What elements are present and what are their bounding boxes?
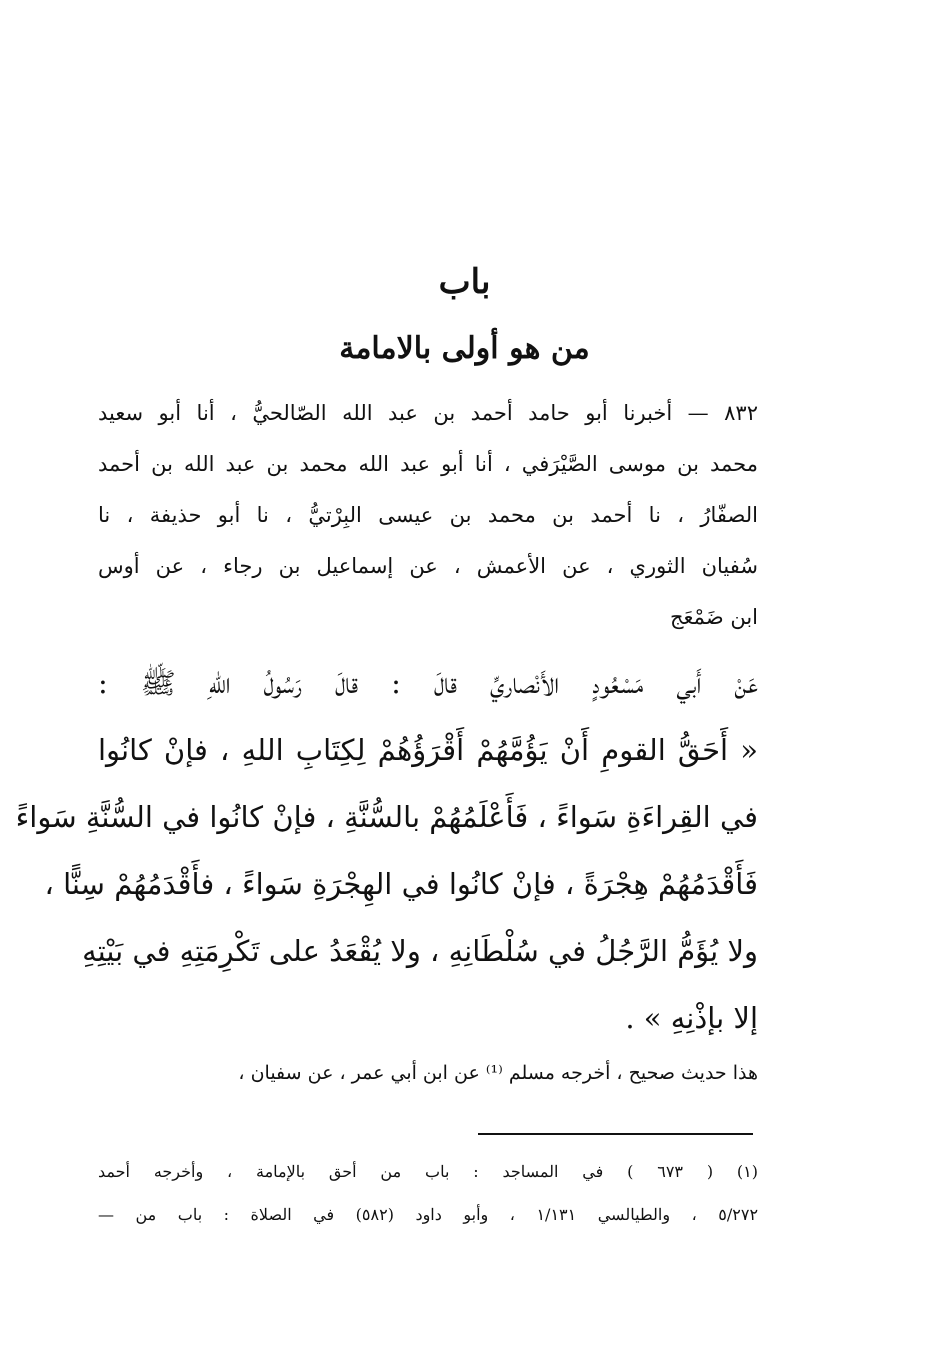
footnotes	[98, 1150, 758, 1236]
hadith-line: عَنْ أَبي مَسْعُودٍ الأَنْصاريِّ قالَ : قالَ رَسُولُ اللهِ ﷺ :	[98, 666, 758, 700]
commentary-line: هذا حديث صحيح ، أخرجه مسلم ⁽¹⁾ عن ابن أبي عمر ، عن سفيان ،	[238, 1062, 758, 1084]
hadith-line: إلا بإذْنِهِ » .	[625, 1001, 758, 1035]
chapter-title: من هو أولى بالامامة	[339, 331, 590, 366]
hadith-line: في القِراءَةِ سَواءً ، فَأَعْلَمُهُمْ بالسُّنَّةِ ، فإنْ كانُوا في السُّنَّةِ سَواءً	[15, 800, 758, 834]
isnad-line: الصفّارُ ، نا أحمد بن محمد بن عيسى البِرْتيُّ ، نا أبو حذيفة ، نا	[98, 503, 758, 527]
isnad-line: محمد بن موسى الصَّيْرَفي ، أنا أبو عبد الله محمد بن عبد الله بن أحمد	[98, 452, 758, 476]
isnad-line: ابن ضَمْعَج	[670, 605, 758, 629]
hadith-line: ولا يُؤَمُّ الرَّجُلُ في سُلْطَانِهِ ، ولا يُقْعَدُ على تَكْرِمَتِهِ في بَيْتِهِ	[82, 934, 758, 968]
hadith-line: فَأَقْدَمُهُمْ هِجْرَةً ، فإنْ كانُوا في الهِجْرَةِ سَواءً ، فأَقْدَمُهُمْ سِنًّا ،	[44, 867, 758, 901]
footnote-line: (١) ( ٦٧٣ ) في المساجد : باب من أحق بالإمامة ، وأخرجه أحمد	[98, 1162, 759, 1181]
isnad-paragraph	[98, 388, 758, 643]
hadith-line: « أَحَقُّ القومِ أَنْ يَؤُمَّهُمْ أَقْرَؤُهُمْ لِكِتَابِ اللهِ ، فإنْ كانُوا	[98, 733, 758, 767]
isnad-line: سُفيان الثوري ، عن الأعمش ، عن إسماعيل بن رجاء ، عن أوس	[98, 554, 758, 578]
chapter-heading: باب	[438, 262, 491, 302]
isnad-line: ٨٣٢ — أخبرنا أبو حامد أحمد بن عبد الله الصّالحيُّ ، أنا أبو سعيد	[98, 401, 758, 425]
footnote-line: ٥/٢٧٢ ، والطيالسي ١/١٣١ ، وأبو داود (٥٨٢) في الصلاة : باب من —	[98, 1205, 759, 1224]
hadith-text	[15, 650, 758, 1052]
footnote-divider	[478, 1133, 753, 1135]
